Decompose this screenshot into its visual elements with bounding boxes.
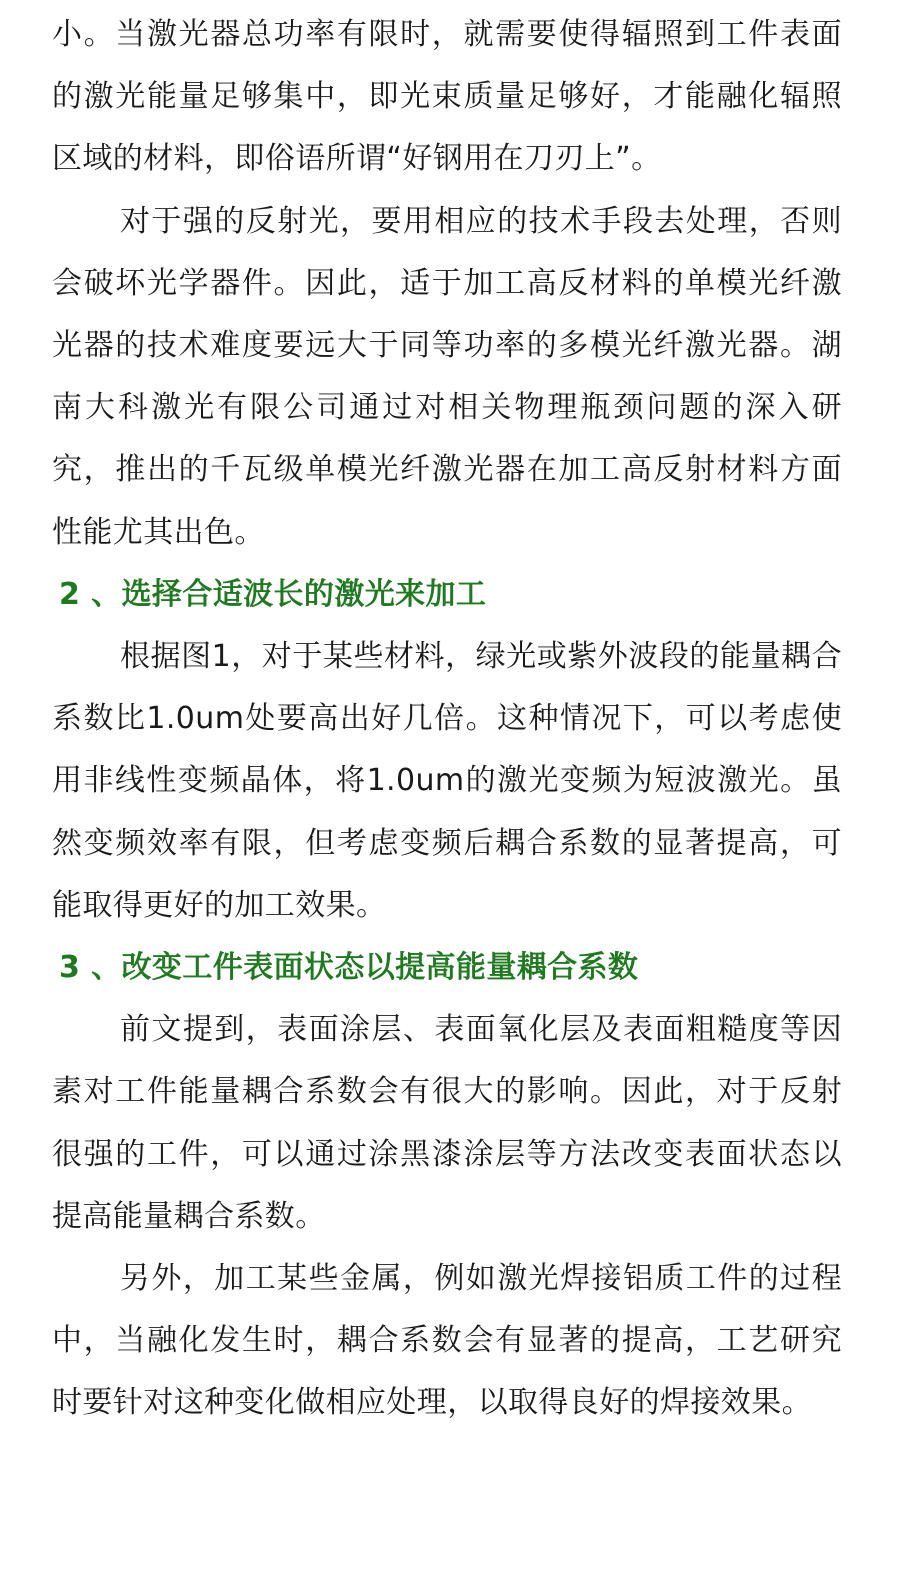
paragraph-welding: 另外，加工某些金属，例如激光焊接铝质工件的过程中，当融化发生时，耦合系数会有显著的提高，工艺研究时要针对这种变化做相应处理，以取得良好的焊接效果。	[52, 1261, 842, 1421]
paragraph-reflection: 对于强的反射光，要用相应的技术手段去处理，否则会破坏光学器件。因此，适于加工高反材料的单模光纤激光器的技术难度要远大于同等功率的多模光纤激光器。湖南大科激光有限公司通过对相关物理瓶颈问题的深入研究，推出的千瓦级单模光纤激光器在加工高反射材料方面性能尤其出色。	[52, 203, 842, 550]
article-body	[52, 4, 842, 1435]
section-heading-wavelength: 2 、选择合适波长的激光来加工	[59, 576, 487, 612]
paragraph-surface: 前文提到，表面涂层、表面氧化层及表面粗糙度等因素对工件能量耦合系数会有很大的影响。因此，对于反射很强的工件，可以通过涂黑漆涂层等方法改变表面状态以提高能量耦合系数。	[52, 1012, 842, 1234]
paragraph-wavelength: 根据图1，对于某些材料，绿光或紫外波段的能量耦合系数比1.0um处要高出好几倍。这种情况下，可以考虑使用非线性变频晶体，将1.0um的激光变频为短波激光。虽然变频效率有限，但考虑变频后耦合系数的显著提高，可能取得更好的加工效果。	[52, 639, 842, 923]
section-heading-surface: 3 、改变工件表面状态以提高能量耦合系数	[59, 950, 639, 986]
paragraph-continued: 小。当激光器总功率有限时，就需要使得辐照到工件表面的激光能量足够集中，即光束质量足够好，才能融化辐照区域的材料，即俗语所谓“好钢用在刀刃上”。	[52, 17, 842, 177]
